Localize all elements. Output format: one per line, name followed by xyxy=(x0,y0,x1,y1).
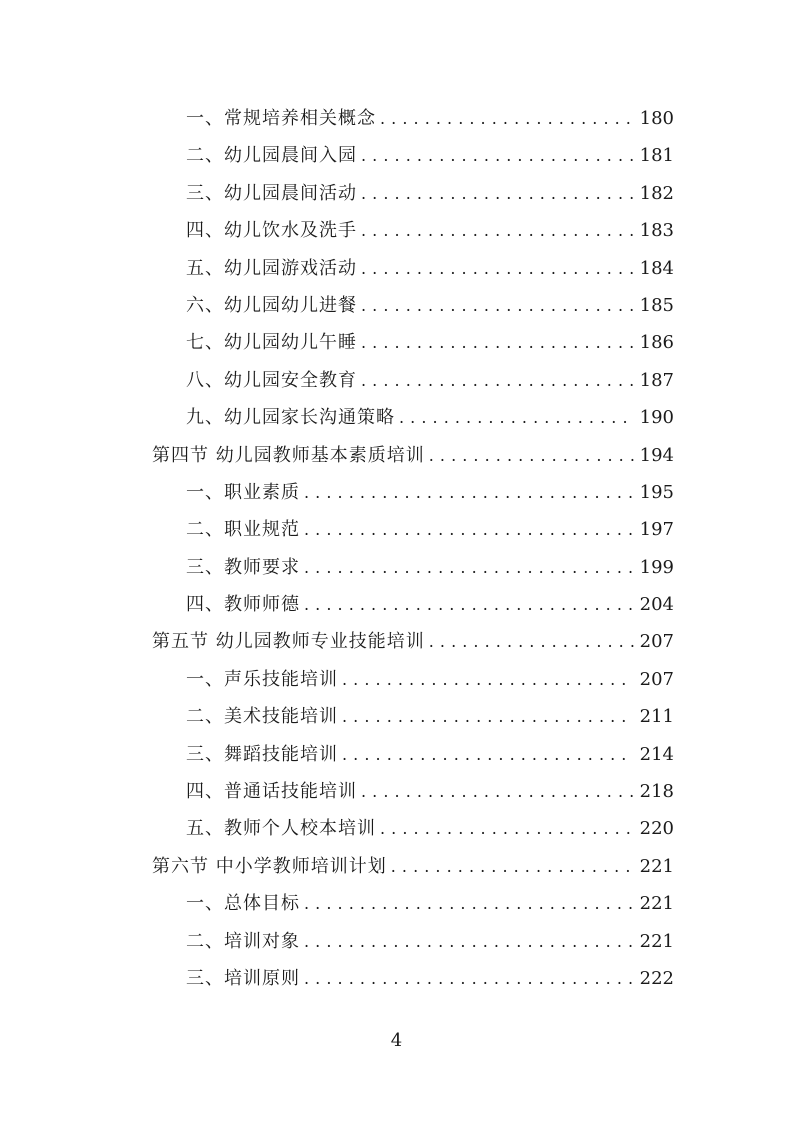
toc-entry-page: 190 xyxy=(639,407,674,429)
dot-leader xyxy=(399,399,634,436)
toc-entry-title: 五、教师个人校本培训 xyxy=(186,818,376,840)
toc-entry[interactable] xyxy=(152,175,674,212)
dot-leader xyxy=(391,848,634,885)
toc-entry[interactable] xyxy=(152,773,674,810)
toc-entry-title: 第四节 幼儿园教师基本素质培训 xyxy=(152,444,425,466)
toc-entry[interactable] xyxy=(152,362,674,399)
toc-entry-title: 九、幼儿园家长沟通策略 xyxy=(186,407,395,429)
toc-section-entry[interactable] xyxy=(152,623,674,660)
dot-leader xyxy=(380,100,634,137)
toc-section-entry[interactable] xyxy=(152,848,674,885)
toc-entry-title: 一、总体目标 xyxy=(186,893,300,915)
dot-leader xyxy=(429,623,634,660)
toc-entry[interactable] xyxy=(152,736,674,773)
toc-entry-title: 七、幼儿园幼儿午睡 xyxy=(186,332,357,354)
toc-entry-page: 194 xyxy=(639,444,674,466)
toc-entry-title: 四、普通话技能培训 xyxy=(186,781,357,803)
toc-entry-page: 222 xyxy=(639,967,674,989)
dot-leader xyxy=(361,324,634,361)
toc-entry-page: 214 xyxy=(639,743,674,765)
toc-entry[interactable] xyxy=(152,399,674,436)
dot-leader xyxy=(342,661,634,698)
dot-leader xyxy=(304,511,634,548)
toc-entry[interactable] xyxy=(152,923,674,960)
dot-leader xyxy=(304,885,634,922)
dot-leader xyxy=(304,586,634,623)
toc-entry-page: 185 xyxy=(639,294,674,316)
toc-entry-title: 四、幼儿饮水及洗手 xyxy=(186,220,357,242)
toc-entry[interactable] xyxy=(152,661,674,698)
toc-entry[interactable] xyxy=(152,586,674,623)
toc-entry-page: 221 xyxy=(639,930,674,952)
toc-entry-page: 221 xyxy=(639,855,674,877)
toc-entry-title: 一、常规培养相关概念 xyxy=(186,108,376,129)
dot-leader xyxy=(361,773,634,810)
toc-entry-page: 207 xyxy=(639,631,674,653)
dot-leader xyxy=(361,175,634,212)
toc-entry-page: 197 xyxy=(639,519,674,541)
dot-leader xyxy=(304,923,634,960)
toc-entry-page: 187 xyxy=(639,369,674,391)
toc-entry-page: 180 xyxy=(639,108,674,129)
toc-entry-page: 184 xyxy=(639,257,674,279)
toc-entry-title: 二、职业规范 xyxy=(186,519,300,541)
toc-entry-title: 二、美术技能培训 xyxy=(186,706,338,728)
toc-entry[interactable] xyxy=(152,287,674,324)
dot-leader xyxy=(361,287,634,324)
toc-entry[interactable] xyxy=(152,885,674,922)
toc-entry-title: 一、职业素质 xyxy=(186,481,300,503)
toc-entry-page: 204 xyxy=(639,594,674,616)
toc-entry-page: 186 xyxy=(639,332,674,354)
toc-entry-title: 五、幼儿园游戏活动 xyxy=(186,257,357,279)
toc-entry-page: 199 xyxy=(639,556,674,578)
toc-entry-page: 220 xyxy=(639,818,674,840)
toc-entry-page: 183 xyxy=(639,220,674,242)
toc-entry-title: 第六节 中小学教师培训计划 xyxy=(152,855,387,877)
toc-entry[interactable] xyxy=(152,810,674,847)
toc-entry[interactable] xyxy=(152,250,674,287)
toc-entry-page: 182 xyxy=(639,182,674,204)
toc-entry-page: 211 xyxy=(639,706,674,728)
dot-leader xyxy=(304,549,634,586)
toc-entry-title: 三、幼儿园晨间活动 xyxy=(186,182,357,204)
toc-entry-page: 218 xyxy=(639,781,674,803)
toc-entry-page: 181 xyxy=(639,145,674,167)
toc-entry[interactable] xyxy=(152,960,674,997)
dot-leader xyxy=(361,212,634,249)
toc-entry-page: 195 xyxy=(639,481,674,503)
toc-entry[interactable] xyxy=(152,137,674,174)
toc-entry-title: 第五节 幼儿园教师专业技能培训 xyxy=(152,631,425,653)
toc-section-entry[interactable] xyxy=(152,437,674,474)
toc-entry-title: 四、教师师德 xyxy=(186,594,300,616)
dot-leader xyxy=(304,960,634,997)
table-of-contents xyxy=(152,100,674,997)
toc-entry-page: 207 xyxy=(639,668,674,690)
dot-leader xyxy=(361,137,634,174)
page-number: 4 xyxy=(390,1030,403,1051)
toc-entry-title: 三、教师要求 xyxy=(186,556,300,578)
dot-leader xyxy=(304,474,634,511)
toc-entry[interactable] xyxy=(152,698,674,735)
toc-entry-page: 221 xyxy=(639,893,674,915)
toc-entry[interactable] xyxy=(152,511,674,548)
dot-leader xyxy=(342,736,634,773)
toc-entry[interactable] xyxy=(152,324,674,361)
toc-entry[interactable] xyxy=(152,474,674,511)
toc-entry-title: 二、幼儿园晨间入园 xyxy=(186,145,357,167)
toc-entry-title: 三、舞蹈技能培训 xyxy=(186,743,338,765)
dot-leader xyxy=(342,698,634,735)
toc-entry-title: 一、声乐技能培训 xyxy=(186,668,338,690)
toc-entry[interactable] xyxy=(152,549,674,586)
dot-leader xyxy=(429,437,634,474)
dot-leader xyxy=(380,810,634,847)
dot-leader xyxy=(361,250,634,287)
toc-entry-title: 三、培训原则 xyxy=(186,967,300,989)
toc-entry[interactable] xyxy=(152,100,674,137)
dot-leader xyxy=(361,362,634,399)
toc-entry-title: 八、幼儿园安全教育 xyxy=(186,369,357,391)
toc-entry[interactable] xyxy=(152,212,674,249)
toc-entry-title: 二、培训对象 xyxy=(186,930,300,952)
toc-entry-title: 六、幼儿园幼儿进餐 xyxy=(186,294,357,316)
